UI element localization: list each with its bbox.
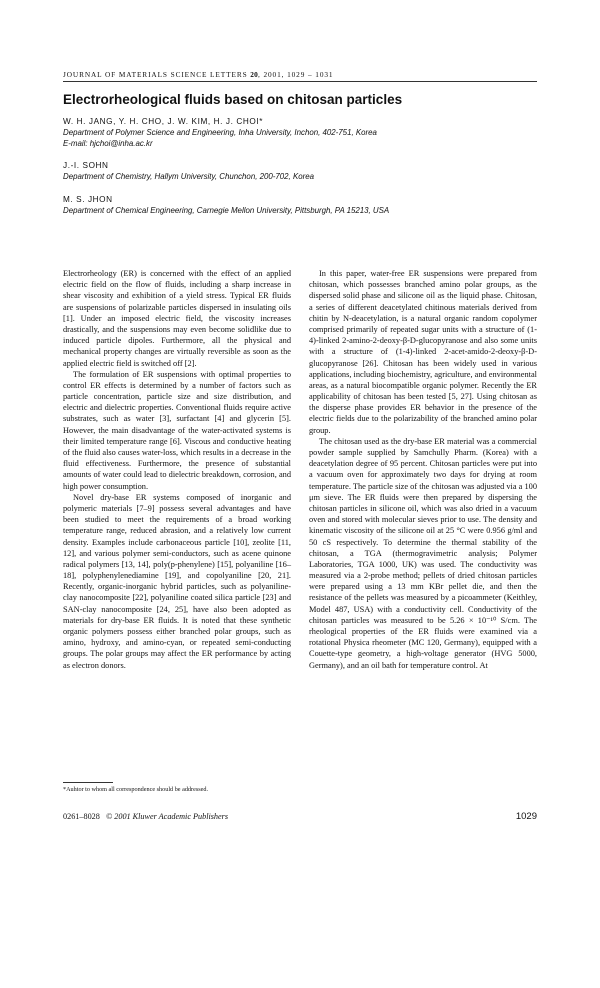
author-email: E-mail: hjchoi@inha.ac.kr (63, 139, 153, 148)
affiliation-3: Department of Chemical Engineering, Carnegie Mellon University, Pittsburgh, PA 15213, USA (63, 206, 390, 215)
affiliation-1: Department of Polymer Science and Engineering, Inha University, Inchon, 402-751, Korea (63, 128, 377, 137)
body-paragraph: The formulation of ER suspensions with optimal properties to control ER effects is determined by a number of factors such as particle concentration, particle size and size distribution, and electric and dielectric properties. Conventional fluids require active substrates, such as water [3], surfactant [4] and glycerin [5]. However, the main disadvantage of the water-activated systems is their limited temperature range [6]. Viscous and conductive heating of the fluid also causes water-loss, which results in a decrease in the fluid effectiveness. Furthermore, the presence of substantial amounts of water could lead to dielectric breakdown, corrosion, and high power consumption. (63, 369, 291, 491)
body-paragraph: Novel dry-base ER systems composed of inorganic and polymeric materials [7–9] possess several advantages and have been studied to meet the requirements of a broad working temperature range, reduced abrasion, and a relatively low current density. Examples include carbonaceous particle [10], zeolite [11, 12], and various polymer semi-conductors, such as acene quinone radical polymers [13, 14], poly(p-phenylene) [15], polyaniline [16–18], polyphenylenediamine [19], and copolyaniline [20, 21]. Recently, organic-inorganic hybrid particles, such as polyaniline-clay nanocomposite [22], polyaniline coated silica particle [23] and SAN-clay nanocomposite [24, 25], have also been adopted as materials for dry-base ER fluids. It is noted that these synthetic organic polymers possess either branched polar groups, such as amino, hydroxy, and amino-cyan, or repeated semi-conducting groups. The polar groups may affect the ER performance by acting as electron donors. (63, 492, 291, 670)
body-paragraph: Electrorheology (ER) is concerned with the effect of an applied electric field on the flow of fluids, including a sharp increase in shear viscosity and exhibition of a yield stress. Typical ER fluids are suspensions of polarizable particles dispersed in insulating oils [1]. Under an imposed electric field, the viscosity increases drastically, and the suspensions may even become solidlike due to induced particle dipoles. Furthermore, all the physical and mechanical property changes are virtually reversible as soon as the applied electric field is switched off [2]. (63, 269, 291, 368)
body-paragraph: The chitosan used as the dry-base ER material was a commercial powder sample supplied by Samchully Pharm. (Korea) with a deacetylation degree of 95 percent. Chitosan particles were put into a vacuum oven for approximately two days for drying at room temperature. The particle size of the chitosan was adjusted via a 100 μm sieve. The ER fluids were then prepared by dispersing the chitosan particles in silicone oil, which was also dried in a vacuum oven and stored with molecular sieves prior to use. The density and kinematic viscosity of the silicone oil at 25 °C were 0.956 g/ml and 50 cS respectively. To determine the thermal stability of the chitosan, a TGA (thermogravimetric analysis; Polymer Laboratories, TGA 1000, UK) was used. The conductivity was measured via a 2-probe method; pellets of dried chitosan particles were prepared using a 13 mm KBr pellet die, and then the resistance of the pellets was measured by a picoammeter (Keithley, Model 487, USA) with a conductivity cell. Conductivity of the chitosan particles was measured to be 5.26 × 10⁻¹⁰ S/cm. The rheological properties of the ER fluids were examined via a rotational Physica rheometer (MC 120, Germany), equipped with a Couette-type geometry, a high-voltage generator (HVG 5000, Germany), and an oil bath for temperature control. At (309, 436, 537, 670)
running-header (63, 70, 537, 79)
author-line-3: M. S. JHON (63, 195, 113, 204)
body-paragraph: In this paper, water-free ER suspensions were prepared from chitosan, which possesses branched amino polar groups, as the dispersed solid phase and silicone oil as the liquid phase. Chitosan, a series of different deacetylated chitinous materials derived from chitin by N-deacetylation, is a natural organic random copolymer comprised primarily of repeated sugar units with a structure of (1-4)-linked 2-amino-2-deoxy-β-D-glucopyranose and also some units with a structure of (1-4)-linked 2-acet-amido-2-deoxy-β-D-glucopyranose [26]. Chitosan has been widely used in various applications, including biochemistry, agriculture, and environmental areas, as a natural biocompatible organic polymer. Recently the ER applicability of chitosan has been tested [5, 27]. Using chitosan as the disperse phase provides ER behavior in the presence of the electric fields due to the polarizability of the branched amino polar group. (309, 269, 537, 435)
right-column (309, 268, 537, 671)
left-column (63, 268, 291, 671)
header-rule (63, 81, 537, 82)
footnote-rule (63, 782, 113, 783)
page-number: 1029 (515, 811, 537, 822)
author-line-1: W. H. JANG, Y. H. CHO, J. W. KIM, H. J. CHOI* (63, 117, 264, 126)
issn: 0261–8028 (63, 812, 100, 821)
article-title: Electrorheological fluids based on chitosan particles (63, 92, 403, 107)
correspondence-footnote: *Auhtor to whom all correspondence should be addressed. (63, 786, 209, 793)
footer-issn-copyright (63, 812, 228, 821)
journal-volume: 20 (250, 70, 258, 79)
affiliation-2: Department of Chemistry, Hallym University, Chunchon, 200-702, Korea (63, 172, 314, 181)
journal-year-pages: , 2001, 1029 – 1031 (258, 70, 334, 79)
journal-name: JOURNAL OF MATERIALS SCIENCE LETTERS (63, 70, 248, 79)
copyright: © 2001 Kluwer Academic Publishers (105, 812, 229, 821)
author-line-2: J.-I. SOHN (63, 161, 109, 170)
